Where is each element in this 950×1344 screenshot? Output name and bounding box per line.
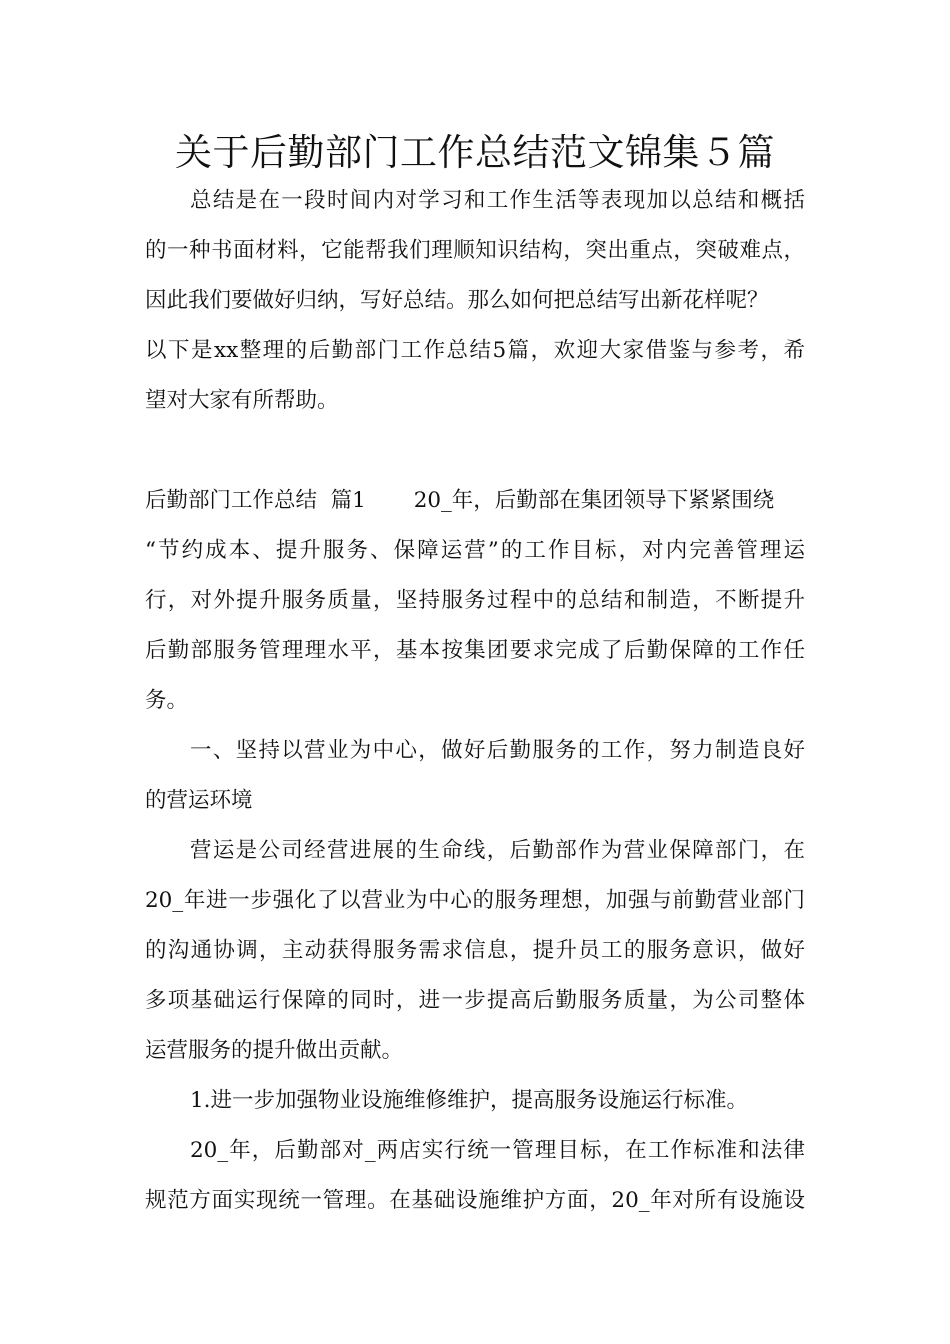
paragraph-line: 运营服务的提升做出贡献。 [145,1038,404,1063]
paragraph-line: 的一种书面材料，它能帮我们理顺知识结构，突出重点，突破难点， [145,238,805,263]
paragraph-line: 行，对外提升服务质量，坚持服务过程中的总结和制造，不断提升 [145,588,805,613]
paragraph-line: 多项基础运行保障的同时，进一步提高后勤服务质量，为公司整体 [145,988,805,1013]
subheading-line: 的营运环境 [145,788,253,813]
paragraph-line: 规范方面实现统一管理。在基础设施维护方面，20_年对所有设施设 [145,1188,805,1213]
paragraph-line: 总结是在一段时间内对学习和工作生活等表现加以总结和概括 [190,188,805,213]
subheading-line: 一、坚持以营业为中心，做好后勤服务的工作，努力制造良好 [190,738,805,763]
paragraph-line: 务。 [145,688,189,713]
section-heading-line: 后勤部门工作总结 篇1 20_年，后勤部在集团领导下紧紧围绕 [145,488,775,513]
paragraph-line: 后勤部服务管理理水平，基本按集团要求完成了后勤保障的工作任 [145,638,805,663]
paragraph-line: 望对大家有所帮助。 [145,388,339,413]
list-item-line: 1.进一步加强物业设施维修维护，提高服务设施运行标准。 [190,1088,749,1113]
document-title: 关于后勤部门工作总结范文锦集５篇 [175,131,775,174]
paragraph-line: 的沟通协调，主动获得服务需求信息，提升员工的服务意识，做好 [145,938,805,963]
paragraph-line: 因此我们要做好归纳，写好总结。那么如何把总结写出新花样呢？ [145,288,769,313]
paragraph-line: 20_年进一步强化了以营业为中心的服务理想，加强与前勤营业部门 [145,888,805,913]
paragraph-line: 20_年，后勤部对_两店实行统一管理目标，在工作标准和法律 [190,1138,805,1163]
paragraph-line: 以下是xx整理的后勤部门工作总结5篇，欢迎大家借鉴与参考，希 [145,338,805,363]
paragraph-line: “节约成本、提升服务、保障运营”的工作目标，对内完善管理运 [145,538,805,563]
paragraph-line: 营运是公司经营进展的生命线，后勤部作为营业保障部门，在 [190,838,805,863]
